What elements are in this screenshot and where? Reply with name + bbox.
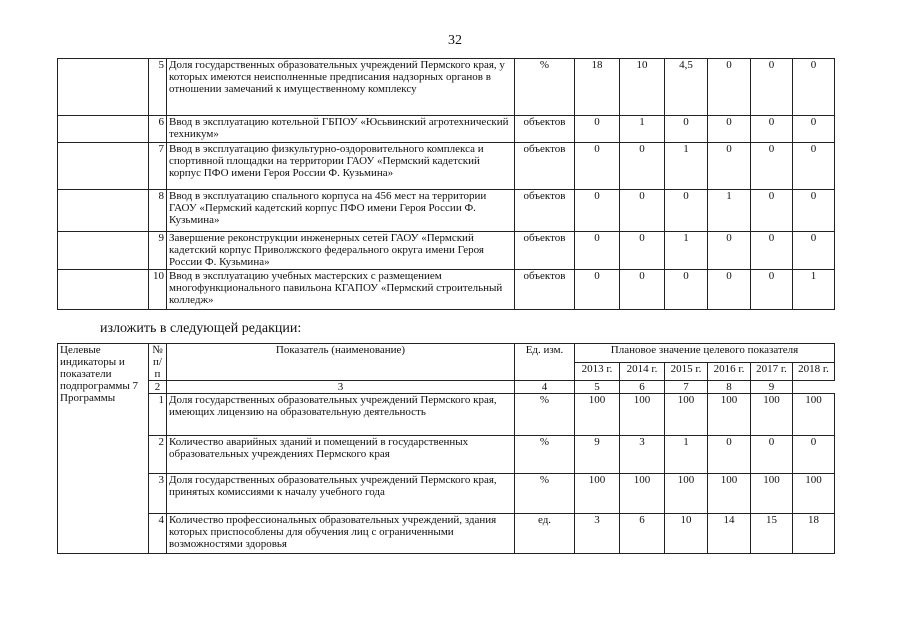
blank-cell	[58, 232, 149, 270]
value-cell: 1	[665, 232, 708, 270]
value-cell: 1	[665, 436, 708, 474]
indicator-name: Ввод в эксплуатацию котельной ГБПОУ «Юсьвинский агротехнический техникум»	[167, 116, 515, 143]
year-header: 2013 г.	[575, 362, 620, 381]
row-number: 6	[149, 116, 167, 143]
table-row	[58, 436, 835, 474]
value-cell: 0	[751, 270, 793, 310]
value-cell: 100	[665, 474, 708, 514]
blank-cell	[58, 270, 149, 310]
unit-cell: объектов	[515, 190, 575, 232]
row-number: 7	[149, 143, 167, 190]
year-header: 2014 г.	[620, 362, 665, 381]
value-cell: 0	[620, 190, 665, 232]
value-cell: 0	[708, 143, 751, 190]
page-number: 32	[448, 33, 462, 48]
year-header: 2017 г.	[751, 362, 793, 381]
blank-cell	[58, 143, 149, 190]
blank-cell	[58, 59, 149, 116]
value-cell: 100	[575, 394, 620, 436]
indicator-header: Показатель (наименование)	[167, 344, 515, 381]
previous-indicators-table	[57, 58, 835, 310]
value-cell: 0	[575, 143, 620, 190]
row-number: 1	[149, 394, 167, 436]
blank-cell	[58, 190, 149, 232]
value-cell: 0	[751, 190, 793, 232]
value-cell: 0	[620, 232, 665, 270]
indicator-name: Количество профессиональных образовательных учреждений, здания которых приспособлены для обучения лиц с ограниченными возможностями здоровья	[167, 514, 515, 554]
value-cell: 3	[575, 514, 620, 554]
value-cell: 15	[751, 514, 793, 554]
table-row	[58, 116, 835, 143]
value-cell: 1	[708, 190, 751, 232]
value-cell: 0	[708, 59, 751, 116]
planned-value-header: Плановое значение целевого показателя	[575, 344, 835, 363]
value-cell: 0	[620, 143, 665, 190]
new-indicators-table	[57, 343, 835, 554]
value-cell: 0	[793, 116, 835, 143]
value-cell: 0	[708, 436, 751, 474]
table-row	[58, 514, 835, 554]
indicator-name: Доля государственных образовательных учреждений Пермского края, имеющих лицензию на образовательную деятельность	[167, 394, 515, 436]
intro-text: изложить в следующей редакции:	[100, 321, 302, 336]
value-cell: 0	[708, 232, 751, 270]
value-cell: 0	[665, 270, 708, 310]
value-cell: 1	[665, 143, 708, 190]
unit-cell: объектов	[515, 143, 575, 190]
value-cell: 0	[793, 190, 835, 232]
target-indicators-cell: Целевые индикаторы и показатели подпрограммы 7 Программы	[58, 344, 149, 554]
table-row	[58, 394, 835, 436]
value-cell: 0	[751, 232, 793, 270]
value-cell: 0	[620, 270, 665, 310]
column-number: 3	[167, 381, 515, 394]
indicator-name: Доля государственных образовательных учреждений Пермского края, у которых имеются неисполненные предписания надзорных органов в отношении замечаний к имущественному комплексу	[167, 59, 515, 116]
value-cell: 0	[665, 190, 708, 232]
unit-cell: %	[515, 474, 575, 514]
table-row	[58, 143, 835, 190]
value-cell: 1	[793, 270, 835, 310]
indicator-name: Ввод в эксплуатацию учебных мастерских с размещением многофункционального павильона КГАПОУ «Пермский строительный колледж»	[167, 270, 515, 310]
value-cell: 18	[575, 59, 620, 116]
table-row	[58, 190, 835, 232]
value-cell: 0	[708, 270, 751, 310]
row-number: 2	[149, 436, 167, 474]
year-header: 2015 г.	[665, 362, 708, 381]
column-number: 6	[620, 381, 665, 394]
unit-cell: %	[515, 394, 575, 436]
indicator-name: Ввод в эксплуатацию спального корпуса на 456 мест на территории ГАОУ «Пермский кадетский корпус ПФО имени Героя России Ф. Кузьмина»	[167, 190, 515, 232]
value-cell: 100	[793, 394, 835, 436]
row-number: 3	[149, 474, 167, 514]
value-cell: 0	[665, 116, 708, 143]
unit-cell: ед.	[515, 514, 575, 554]
value-cell: 100	[793, 474, 835, 514]
value-cell: 0	[793, 436, 835, 474]
value-cell: 0	[575, 190, 620, 232]
table-row	[58, 270, 835, 310]
value-cell: 3	[620, 436, 665, 474]
indicator-name: Завершение реконструкции инженерных сетей ГАОУ «Пермский кадетский корпус Приволжского федерального округа имени Героя России Ф. Кузьмина»	[167, 232, 515, 270]
value-cell: 100	[751, 394, 793, 436]
indicator-name: Ввод в эксплуатацию физкультурно-оздоровительного комплекса и спортивной площадки на территории ГАОУ «Пермский кадетский корпус ПФО имени Героя России Ф. Кузьмина»	[167, 143, 515, 190]
value-cell: 0	[751, 436, 793, 474]
value-cell: 100	[751, 474, 793, 514]
column-number: 7	[665, 381, 708, 394]
value-cell: 100	[708, 474, 751, 514]
value-cell: 0	[793, 232, 835, 270]
value-cell: 10	[665, 514, 708, 554]
column-number: 4	[515, 381, 575, 394]
value-cell: 100	[620, 394, 665, 436]
year-header: 2016 г.	[708, 362, 751, 381]
value-cell: 0	[575, 270, 620, 310]
row-number: 4	[149, 514, 167, 554]
value-cell: 0	[793, 143, 835, 190]
table-row	[58, 474, 835, 514]
value-cell: 4,5	[665, 59, 708, 116]
unit-cell: %	[515, 59, 575, 116]
unit-cell: объектов	[515, 270, 575, 310]
value-cell: 0	[575, 116, 620, 143]
value-cell: 1	[620, 116, 665, 143]
value-cell: 6	[620, 514, 665, 554]
num-header: № п/п	[149, 344, 167, 381]
blank-cell	[58, 116, 149, 143]
value-cell: 0	[751, 59, 793, 116]
row-number: 10	[149, 270, 167, 310]
value-cell: 100	[620, 474, 665, 514]
unit-cell: %	[515, 436, 575, 474]
indicator-name: Количество аварийных зданий и помещений в государственных образовательных учреждениях Пермского края	[167, 436, 515, 474]
column-number: 9	[751, 381, 793, 394]
value-cell: 100	[708, 394, 751, 436]
year-header: 2018 г.	[793, 362, 835, 381]
column-number: 8	[708, 381, 751, 394]
value-cell: 9	[575, 436, 620, 474]
value-cell: 18	[793, 514, 835, 554]
value-cell: 100	[665, 394, 708, 436]
value-cell: 14	[708, 514, 751, 554]
value-cell: 0	[751, 116, 793, 143]
row-number: 9	[149, 232, 167, 270]
value-cell: 100	[575, 474, 620, 514]
table-row	[58, 232, 835, 270]
unit-cell: объектов	[515, 232, 575, 270]
row-number: 5	[149, 59, 167, 116]
indicator-name: Доля государственных образовательных учреждений Пермского края, принятых комиссиями к началу учебного года	[167, 474, 515, 514]
unit-cell: объектов	[515, 116, 575, 143]
column-number: 2	[149, 381, 167, 394]
table-row	[58, 59, 835, 116]
column-number: 5	[575, 381, 620, 394]
value-cell: 0	[793, 59, 835, 116]
value-cell: 0	[751, 143, 793, 190]
row-number: 8	[149, 190, 167, 232]
value-cell: 0	[575, 232, 620, 270]
unit-header: Ед. изм.	[515, 344, 575, 381]
value-cell: 10	[620, 59, 665, 116]
value-cell: 0	[708, 116, 751, 143]
